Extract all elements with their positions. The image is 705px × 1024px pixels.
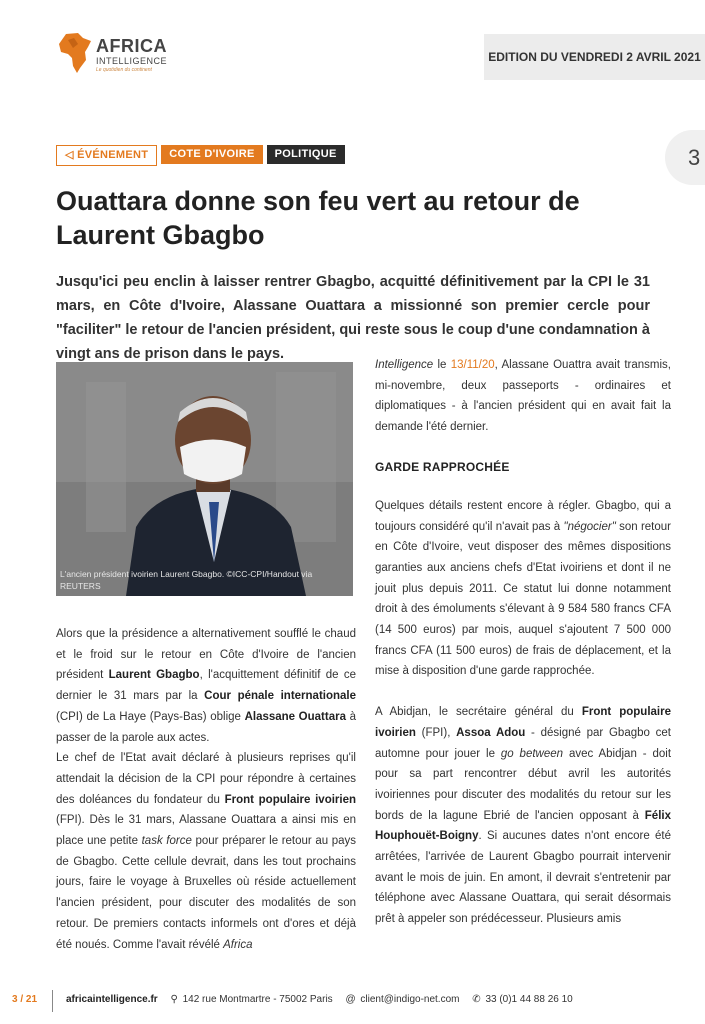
photo-caption: L'ancien président ivoirien Laurent Gbagbo. ©ICC-CPI/Handout via REUTERS — [60, 569, 313, 591]
article-title: Ouattara donne son feu vert au retour de Laurent Gbagbo — [56, 186, 580, 250]
article-photo — [56, 362, 353, 596]
megaphone-icon: ◁ — [65, 149, 78, 161]
logo-subtitle: INTELLIGENCE — [96, 56, 168, 66]
logo-title: AFRICA — [96, 36, 167, 56]
footer-page-count: 3 / 21 — [12, 994, 38, 1005]
footer-site-link[interactable]: africaintelligence.fr — [66, 994, 158, 1005]
logo-tagline: Le quotidien du continent — [96, 67, 152, 73]
paragraph-3: Intelligence le 13/11/20, Alassane Ouattra avait transmis, mi-novembre, deux passeports - ordinaires et diplomatiques - à l'ancien président qui en avait fait la demande l'été dernier. — [375, 359, 671, 434]
tag-section[interactable]: POLITIQUE — [267, 145, 345, 164]
tag-country[interactable]: COTE D'IVOIRE — [161, 145, 262, 164]
portrait-image — [56, 362, 353, 596]
africa-map-icon — [58, 32, 94, 74]
date-link[interactable]: 13/11/20 — [450, 359, 495, 371]
edition-date: EDITION DU VENDREDI 2 AVRIL 2021 — [484, 34, 705, 80]
article-lead: Jusqu'ici peu enclin à laisser rentrer Gbagbo, acquitté définitivement par la CPI le 31 mars, en Côte d'Ivoire, Alassane Ouattara a missionné son premier cercle pour "faciliter" le retour de l'ancien président, qui reste sous le coup d'une condamnation à vingt ans de prison dans le pays. — [56, 274, 650, 362]
tag-event-label: ÉVÉNEMENT — [77, 149, 149, 161]
page-number: 3 — [688, 145, 701, 170]
location-pin-icon: ⚲ — [170, 994, 178, 1005]
footer-phone: 33 (0)1 44 88 26 10 — [485, 994, 573, 1005]
footer-address: 142 rue Montmartre - 75002 Paris — [182, 994, 333, 1005]
footer-contact — [66, 994, 573, 1005]
phone-icon: ✆ — [472, 994, 481, 1005]
paragraph-5: A Abidjan, le secrétaire général du Front populaire ivoirien (FPI), Assoa Adou - désigné par Gbagbo cet automne pour jouer le go between avec Abidjan - doit pour sa part rencontrer début avril les autorités ivoiriennes pour discuter des modalités du retour sur les bords de la lagune Ebrié de l'ancien opposant à Félix Houphouët-Boigny. Si aucunes dates n'ont encore été arrêtées, l'arrivée de Laurent Gbagbo pourrait intervenir avant le mois de juin. En amont, il devrait s'entretenir par téléphone avec Alassane Ouattara, qui serait désormais prêt à appeler son prédécesseur. Plusieurs amis — [375, 706, 672, 926]
paragraph-1: Alors que la présidence a alternativement soufflé le chaud et le froid sur le retour en Côte d'Ivoire de l'ancien président Laurent Gbagbo, l'acquittement définitif de ce dernier le 31 mars par la Cour pénale internationale (CPI) de La Haye (Pays-Bas) oblige Alassane Ouattara à passer de la parole aux actes. — [56, 628, 357, 744]
footer-divider — [52, 990, 53, 1012]
article-tags — [56, 145, 345, 166]
section-subheading: GARDE RAPPROCHÉE — [375, 459, 510, 474]
tag-event[interactable] — [56, 145, 157, 166]
paragraph-4: Quelques détails restent encore à régler. Gbagbo, qui a toujours considéré qu'il n'avait pas à "négocier" son retour en Côte d'Ivoire, veut disposer des mêmes dispositions garanties aux anciens chefs d'Etat ivoiriens et dont il ne jouit plus depuis 2011. Ce statut lui donne notamment droit à des émoluments s'élevant à 9 584 580 francs CFA (14 500 euros) par mois, auquel s'ajoutent 7 500 000 francs CFA (11 500 euros) de frais de déplacement, et la mise à disposition d'une garde rapprochée. — [375, 499, 671, 678]
africa-intelligence-logo — [58, 32, 178, 76]
page-footer — [0, 990, 705, 1012]
paragraph-2: Le chef de l'Etat avait déclaré à plusieurs reprises qu'il attendait la décision de la CPI pour répondre à certaines des doléances du fondateur du Front populaire ivoirien (FPI). Dès le 31 mars, Alassane Ouattara a ainsi mis en place une petite task force pour préparer le retour au pays de Gbagbo. Cette cellule devrait, dans les tout prochains jours, faire le voyage à Bruxelles où réside actuellement l'ancien président, pour discuter des modalités de son retour. De premiers contacts informels ont d'ores et déjà été noués. Comme l'avait révélé Africa — [56, 752, 357, 951]
article-column-right — [375, 355, 671, 930]
footer-email[interactable]: client@indigo-net.com — [360, 994, 460, 1005]
email-icon: @ — [345, 994, 356, 1005]
article-column-left — [56, 624, 356, 955]
